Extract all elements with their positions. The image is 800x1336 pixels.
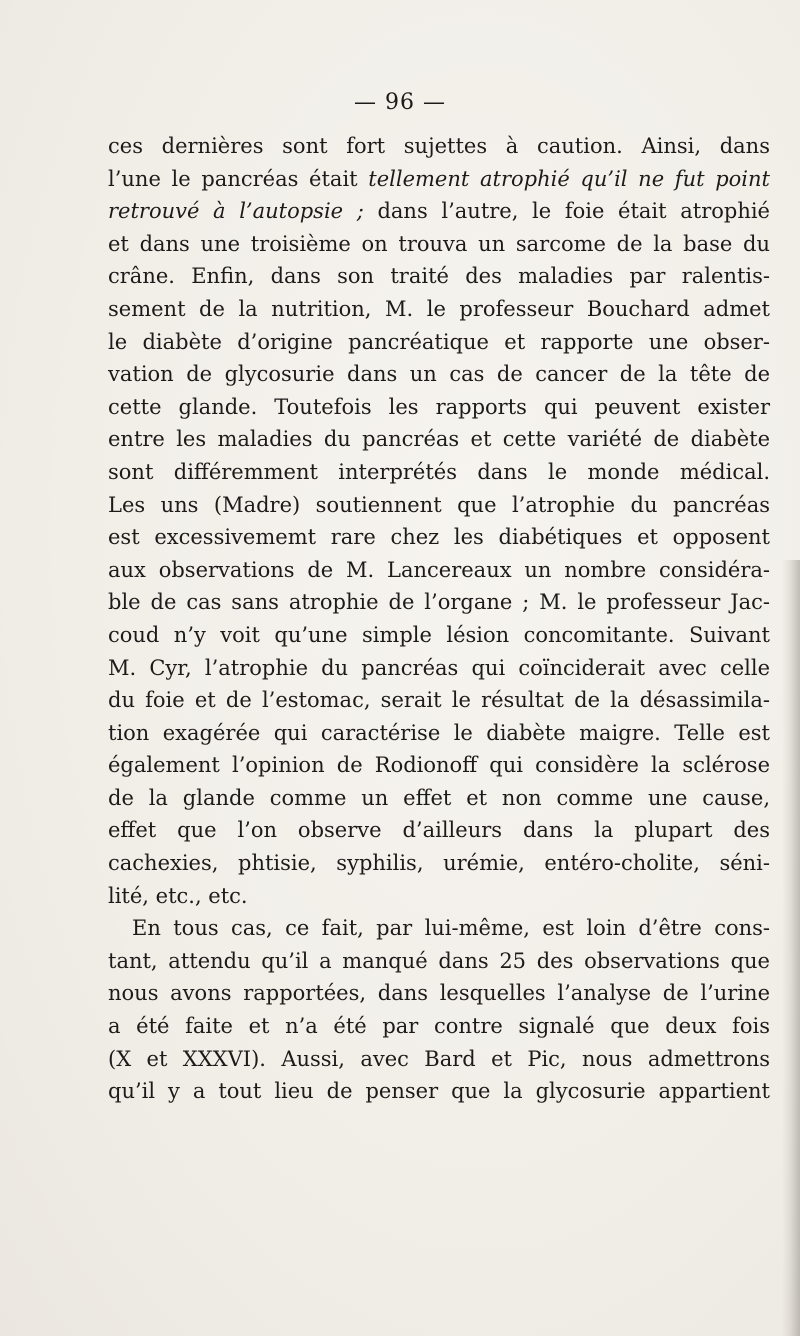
text-line bbox=[108, 977, 770, 1010]
text-segment: sement de la nutrition, M. le professeur Bouchard admet bbox=[108, 296, 770, 321]
text-line bbox=[108, 684, 770, 717]
body-text bbox=[108, 130, 770, 1108]
text-line bbox=[108, 195, 770, 228]
italic-text-segment: tellement atrophié qu’il ne fut point bbox=[368, 166, 770, 191]
text-line bbox=[108, 652, 770, 685]
text-line bbox=[108, 130, 770, 163]
text-segment: du foie et de l’estomac, serait le résultat de la désassimila- bbox=[108, 688, 770, 713]
text-segment: vation de glycosurie dans un cas de cancer de la tête de bbox=[108, 362, 770, 387]
text-segment: (X et XXXVI). Aussi, avec Bard et Pic, nous admettrons bbox=[108, 1046, 770, 1071]
text-line bbox=[108, 163, 770, 196]
text-segment: ble de cas sans atrophie de l’organe ; M. le professeur Jac- bbox=[108, 590, 770, 615]
text-segment: cachexies, phtisie, syphilis, urémie, entéro-cholite, séni- bbox=[108, 851, 770, 876]
text-segment: Les uns (Madre) soutiennent que l’atrophie du pancréas bbox=[108, 492, 770, 517]
text-line bbox=[108, 749, 770, 782]
text-segment: tant, attendu qu’il a manqué dans 25 des observations que bbox=[108, 948, 770, 973]
text-line bbox=[108, 228, 770, 261]
text-line bbox=[108, 260, 770, 293]
text-segment: a été faite et n’a été par contre signalé que deux fois bbox=[108, 1014, 770, 1039]
text-segment: tion exagérée qui caractérise le diabète maigre. Telle est bbox=[108, 720, 770, 745]
text-line bbox=[108, 293, 770, 326]
text-line bbox=[108, 358, 770, 391]
text-segment: dans l’autre, le foie était atrophié bbox=[363, 199, 770, 224]
text-line bbox=[108, 423, 770, 456]
text-segment: M. Cyr, l’atrophie du pancréas qui coïnciderait avec celle bbox=[108, 655, 770, 680]
text-segment: nous avons rapportées, dans lesquelles l’analyse de l’urine bbox=[108, 981, 770, 1006]
text-segment: entre les maladies du pancréas et cette variété de diabète bbox=[108, 427, 770, 452]
text-segment: effet que l’on observe d’ailleurs dans la plupart des bbox=[108, 818, 770, 843]
page-number: — 96 — bbox=[354, 90, 446, 115]
text-segment: également l’opinion de Rodionoff qui considère la sclérose bbox=[108, 753, 770, 778]
text-line bbox=[108, 586, 770, 619]
text-line bbox=[108, 880, 770, 913]
text-line bbox=[108, 456, 770, 489]
text-segment: lité, etc., etc. bbox=[108, 883, 248, 908]
text-line bbox=[108, 717, 770, 750]
text-segment: est excessivememt rare chez les diabétiques et opposent bbox=[108, 525, 770, 550]
text-segment: le diabète d’origine pancréatique et rapporte une obser- bbox=[108, 329, 770, 354]
text-line bbox=[108, 847, 770, 880]
text-segment: cette glande. Toutefois les rapports qui peuvent exister bbox=[108, 394, 770, 419]
text-line bbox=[108, 554, 770, 587]
text-line bbox=[108, 912, 770, 945]
page-edge-shadow bbox=[782, 560, 800, 1336]
text-line bbox=[108, 1010, 770, 1043]
text-segment: l’une le pancréas était bbox=[108, 166, 369, 191]
text-segment: de la glande comme un effet et non comme une cause, bbox=[108, 785, 770, 810]
text-segment: qu’il y a tout lieu de penser que la glycosurie appartient bbox=[108, 1079, 770, 1104]
text-segment: aux observations de M. Lancereaux un nombre considéra- bbox=[108, 557, 770, 582]
text-line bbox=[108, 619, 770, 652]
text-line bbox=[108, 1075, 770, 1108]
text-line bbox=[108, 945, 770, 978]
text-segment: coud n’y voit qu’une simple lésion concomitante. Suivant bbox=[108, 622, 770, 647]
italic-text-segment: retrouvé à l’autopsie ; bbox=[108, 199, 364, 224]
text-line bbox=[108, 326, 770, 359]
text-line bbox=[108, 489, 770, 522]
text-line bbox=[108, 391, 770, 424]
text-segment: En tous cas, ce fait, par lui-même, est loin d’être cons- bbox=[132, 916, 770, 941]
text-segment: crâne. Enfin, dans son traité des maladies par ralentis- bbox=[108, 264, 770, 289]
text-segment: sont différemment interprétés dans le monde médical. bbox=[108, 459, 770, 484]
text-line bbox=[108, 1043, 770, 1076]
text-line bbox=[108, 814, 770, 847]
text-line bbox=[108, 782, 770, 815]
text-segment: ces dernières sont fort sujettes à caution. Ainsi, dans bbox=[108, 134, 770, 158]
text-segment: et dans une troisième on trouva un sarcome de la base du bbox=[108, 231, 770, 256]
text-line bbox=[108, 521, 770, 554]
